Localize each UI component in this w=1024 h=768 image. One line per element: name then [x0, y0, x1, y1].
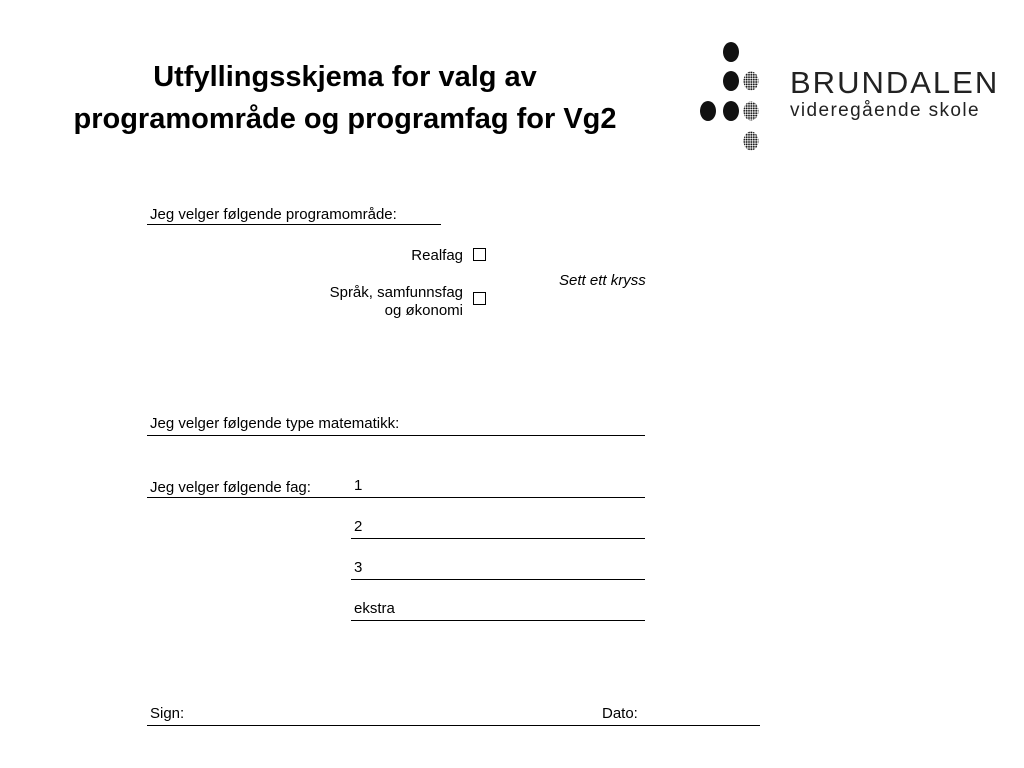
option-sprak-label-line-2: og økonomi	[384, 302, 463, 319]
sign-label: Sign:	[150, 705, 185, 722]
school-subtitle: videregående skole	[790, 100, 980, 121]
logo-dot	[744, 72, 759, 91]
logo-dot	[744, 102, 759, 121]
option-realfag-checkbox[interactable]	[473, 248, 486, 261]
option-realfag-label: Realfag	[411, 247, 463, 264]
subjects-heading-underline	[147, 497, 352, 498]
logo-dot	[744, 132, 759, 151]
subject-slot-label: 3	[354, 559, 363, 576]
math-field[interactable]	[147, 415, 645, 436]
program-heading-underline	[147, 224, 441, 225]
subject-field-2[interactable]	[351, 518, 645, 539]
subjects-heading: Jeg velger følgende fag:	[150, 479, 311, 496]
subject-slot-label: 1	[354, 477, 363, 494]
checkbox-hint: Sett ett kryss	[559, 272, 646, 289]
school-logo-icon	[695, 40, 765, 155]
school-name: BRUNDALEN	[790, 65, 1000, 100]
form-title	[0, 56, 690, 140]
option-sprak-label	[300, 284, 463, 320]
date-field[interactable]	[599, 705, 760, 726]
form-title-line-2: programområde og programfag for Vg2	[73, 103, 617, 135]
option-sprak-label-line-1: Språk, samfunnsfag	[329, 284, 463, 301]
school-logo	[790, 66, 999, 122]
signature-field[interactable]	[147, 705, 599, 726]
logo-dot	[700, 101, 716, 121]
date-label: Dato:	[602, 705, 638, 722]
subject-slot-label: ekstra	[354, 600, 395, 617]
math-heading: Jeg velger følgende type matematikk:	[150, 415, 400, 432]
subject-field-3[interactable]	[351, 559, 645, 580]
subject-field-1[interactable]	[351, 477, 645, 498]
form-title-line-1: Utfyllingsskjema for valg av	[153, 61, 537, 93]
logo-dot	[723, 71, 739, 91]
program-heading: Jeg velger følgende programområde:	[150, 206, 397, 223]
subject-slot-label: 2	[354, 518, 363, 535]
subject-field-extra[interactable]	[351, 600, 645, 621]
logo-dot	[723, 42, 739, 62]
logo-dot	[723, 101, 739, 121]
option-sprak-checkbox[interactable]	[473, 292, 486, 305]
